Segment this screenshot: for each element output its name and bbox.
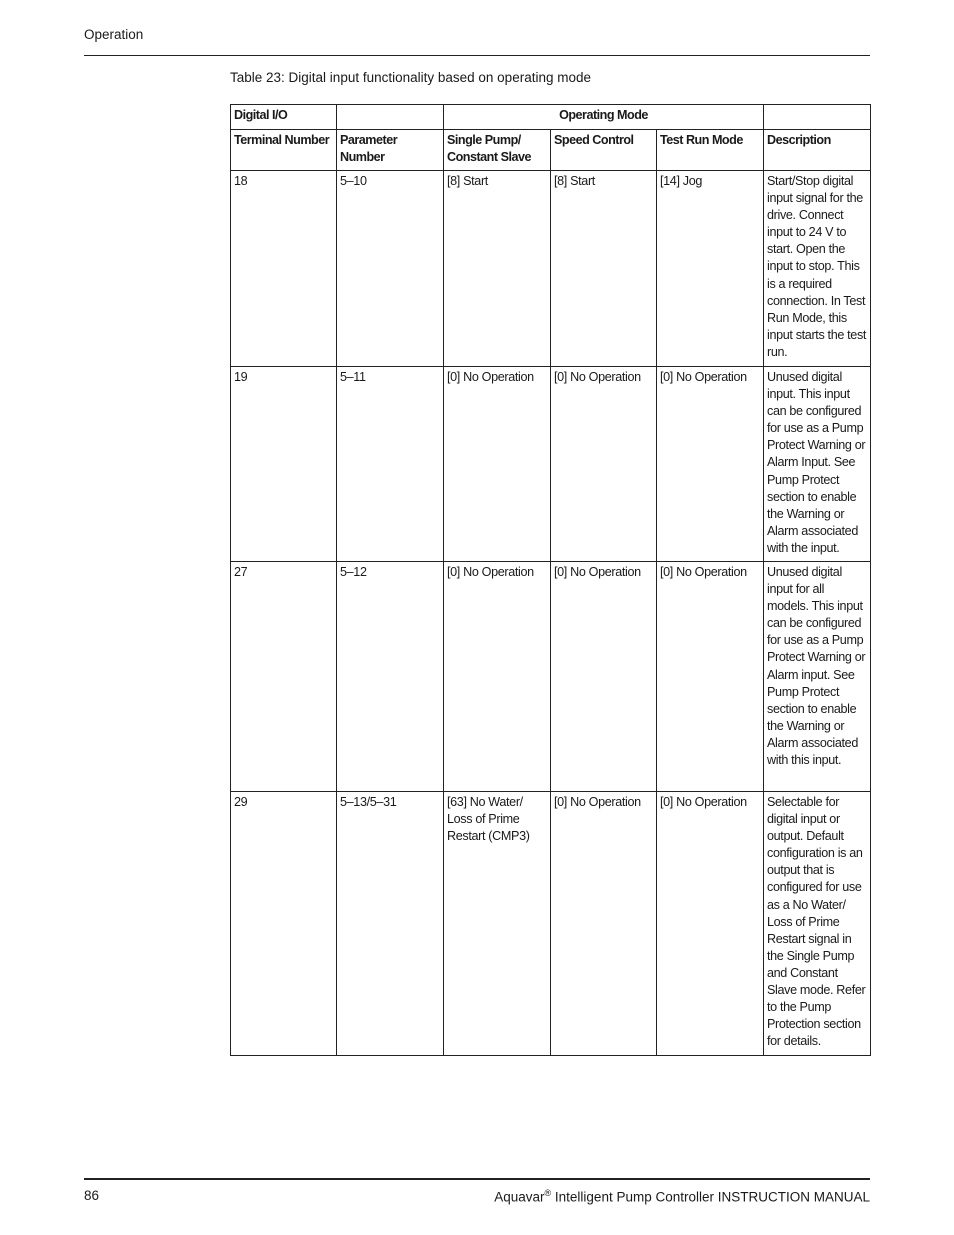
- terminal-cell: 19: [231, 367, 337, 562]
- operating-mode-header: Operating Mode: [444, 105, 764, 130]
- column-header-speed-control: Speed Control: [551, 130, 657, 171]
- single-pump-cell: [63] No Water/ Loss of Prime Restart (CMP3): [444, 792, 551, 1056]
- parameter-cell: 5–11: [337, 367, 444, 562]
- column-header-terminal: Terminal Number: [231, 130, 337, 171]
- table-row: [231, 171, 871, 367]
- footer-rest: Intelligent Pump Controller INSTRUCTION MANUAL: [551, 1189, 870, 1205]
- column-header-single-pump: Single Pump/ Constant Slave: [444, 130, 551, 171]
- description-cell: Start/Stop digital input signal for the drive. Connect input to 24 V to start. Open the input to stop. This is a required connection. In Test Run Mode, this input starts the test run.: [764, 171, 871, 367]
- blank-header: [764, 105, 871, 130]
- terminal-cell: 27: [231, 562, 337, 792]
- page-number: 86: [84, 1188, 100, 1203]
- single-pump-cell: [0] No Operation: [444, 367, 551, 562]
- footer-title: [494, 1188, 870, 1205]
- column-header-parameter: Parameter Number: [337, 130, 444, 171]
- parameter-cell: 5–10: [337, 171, 444, 367]
- footer-rule: [84, 1178, 870, 1180]
- digital-io-header: Digital I/O: [231, 105, 337, 130]
- column-header-test-run: Test Run Mode: [657, 130, 764, 171]
- column-header-description: Description: [764, 130, 871, 171]
- column-header-row: [231, 130, 871, 171]
- table-row: [231, 562, 871, 792]
- terminal-cell: 18: [231, 171, 337, 367]
- test-run-cell: [0] No Operation: [657, 562, 764, 792]
- single-pump-cell: [8] Start: [444, 171, 551, 367]
- parameter-cell: 5–12: [337, 562, 444, 792]
- speed-control-cell: [0] No Operation: [551, 367, 657, 562]
- parameter-cell: 5–13/5–31: [337, 792, 444, 1056]
- table-row: [231, 367, 871, 562]
- running-header: Operation: [84, 27, 144, 42]
- description-cell: Selectable for digital input or output. Default configuration is an output that is configured for use as a No Water/ Loss of Prime Restart signal in the Single Pump and Constant Slave mode. Refer to the Pump Protection section for details.: [764, 792, 871, 1056]
- single-pump-cell: [0] No Operation: [444, 562, 551, 792]
- digital-input-table: [230, 104, 871, 1056]
- test-run-cell: [0] No Operation: [657, 792, 764, 1056]
- group-header-row: [231, 105, 871, 130]
- description-cell: Unused digital input. This input can be configured for use as a Pump Protect Warning or Alarm Input. See Pump Protect section to enable the Warning or Alarm associated with the input.: [764, 367, 871, 562]
- test-run-cell: [0] No Operation: [657, 367, 764, 562]
- speed-control-cell: [0] No Operation: [551, 792, 657, 1056]
- table-row: [231, 792, 871, 1056]
- test-run-cell: [14] Jog: [657, 171, 764, 367]
- table-caption: Table 23: Digital input functionality based on operating mode: [230, 70, 591, 85]
- footer-brand: Aquavar: [494, 1189, 545, 1205]
- registered-mark: ®: [544, 1188, 552, 1198]
- speed-control-cell: [8] Start: [551, 171, 657, 367]
- speed-control-cell: [0] No Operation: [551, 562, 657, 792]
- header-rule: [84, 55, 870, 56]
- terminal-cell: 29: [231, 792, 337, 1056]
- description-cell: Unused digital input for all models. This input can be configured for use as a Pump Protect Warning or Alarm input. See Pump Protect section to enable the Warning or Alarm associated with this input.: [764, 562, 871, 792]
- blank-header: [337, 105, 444, 130]
